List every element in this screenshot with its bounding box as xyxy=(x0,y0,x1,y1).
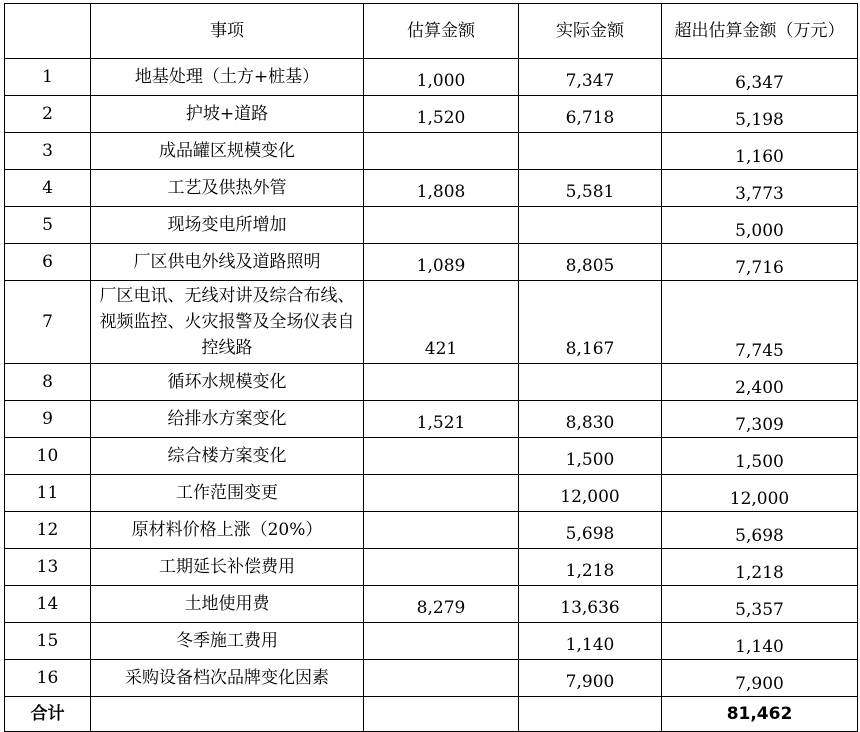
row-actual: 6,718 xyxy=(519,96,662,133)
row-item: 土地使用费 xyxy=(91,586,364,623)
row-item: 工期延长补偿费用 xyxy=(91,549,364,586)
row-over-estimate: 7,745 xyxy=(662,281,858,364)
table-row xyxy=(5,170,858,207)
row-over-estimate: 7,716 xyxy=(662,244,858,281)
table-row xyxy=(5,512,858,549)
row-over-estimate: 2,400 xyxy=(662,364,858,401)
table-row xyxy=(5,475,858,512)
row-over-estimate: 12,000 xyxy=(662,475,858,512)
row-item: 给排水方案变化 xyxy=(91,401,364,438)
total-label: 合计 xyxy=(5,697,91,732)
row-over-estimate: 1,140 xyxy=(662,623,858,660)
row-actual: 7,900 xyxy=(519,660,662,697)
row-item: 现场变电所增加 xyxy=(91,207,364,244)
table-body xyxy=(5,59,858,697)
row-index: 4 xyxy=(5,170,91,207)
total-actual xyxy=(519,697,662,732)
total-estimate xyxy=(364,697,519,732)
table-row xyxy=(5,281,858,364)
row-item: 循环水规模变化 xyxy=(91,364,364,401)
row-actual xyxy=(519,364,662,401)
row-estimate xyxy=(364,207,519,244)
row-index: 13 xyxy=(5,549,91,586)
row-estimate: 1,000 xyxy=(364,59,519,96)
row-actual xyxy=(519,133,662,170)
row-estimate xyxy=(364,475,519,512)
table-row xyxy=(5,586,858,623)
row-actual: 8,830 xyxy=(519,401,662,438)
row-estimate xyxy=(364,512,519,549)
row-over-estimate: 5,357 xyxy=(662,586,858,623)
table-row xyxy=(5,660,858,697)
table-row xyxy=(5,549,858,586)
row-item: 工作范围变更 xyxy=(91,475,364,512)
row-estimate: 1,089 xyxy=(364,244,519,281)
row-estimate: 1,521 xyxy=(364,401,519,438)
row-actual: 12,000 xyxy=(519,475,662,512)
row-actual xyxy=(519,207,662,244)
header-item: 事项 xyxy=(91,4,364,59)
row-over-estimate: 7,309 xyxy=(662,401,858,438)
row-index: 7 xyxy=(5,281,91,364)
header-estimate: 估算金额 xyxy=(364,4,519,59)
row-estimate xyxy=(364,364,519,401)
row-item: 成品罐区规模变化 xyxy=(91,133,364,170)
row-estimate xyxy=(364,623,519,660)
row-over-estimate: 6,347 xyxy=(662,59,858,96)
row-estimate: 8,279 xyxy=(364,586,519,623)
total-item xyxy=(91,697,364,732)
row-estimate: 421 xyxy=(364,281,519,364)
row-over-estimate: 3,773 xyxy=(662,170,858,207)
row-index: 11 xyxy=(5,475,91,512)
row-actual: 5,698 xyxy=(519,512,662,549)
row-actual: 1,500 xyxy=(519,438,662,475)
row-item: 厂区电讯、无线对讲及综合布线、视频监控、火灾报警及全场仪表自控线路 xyxy=(91,281,364,364)
row-actual: 13,636 xyxy=(519,586,662,623)
table-row xyxy=(5,364,858,401)
row-item: 地基处理（土方+桩基） xyxy=(91,59,364,96)
row-estimate xyxy=(364,438,519,475)
row-item: 冬季施工费用 xyxy=(91,623,364,660)
row-index: 6 xyxy=(5,244,91,281)
table-row xyxy=(5,207,858,244)
row-index: 1 xyxy=(5,59,91,96)
table-footer xyxy=(5,697,858,732)
row-index: 16 xyxy=(5,660,91,697)
row-over-estimate: 1,160 xyxy=(662,133,858,170)
row-index: 5 xyxy=(5,207,91,244)
row-estimate xyxy=(364,549,519,586)
row-actual: 8,805 xyxy=(519,244,662,281)
row-estimate: 1,520 xyxy=(364,96,519,133)
table-row xyxy=(5,438,858,475)
header-over-estimate: 超出估算金额（万元） xyxy=(662,4,858,59)
header-index xyxy=(5,4,91,59)
row-over-estimate: 1,218 xyxy=(662,549,858,586)
row-over-estimate: 1,500 xyxy=(662,438,858,475)
row-index: 9 xyxy=(5,401,91,438)
row-actual: 5,581 xyxy=(519,170,662,207)
total-over-estimate: 81,462 xyxy=(662,697,858,732)
row-estimate: 1,808 xyxy=(364,170,519,207)
row-item: 工艺及供热外管 xyxy=(91,170,364,207)
row-item: 原材料价格上涨（20%） xyxy=(91,512,364,549)
row-index: 8 xyxy=(5,364,91,401)
row-index: 12 xyxy=(5,512,91,549)
row-index: 14 xyxy=(5,586,91,623)
table-row xyxy=(5,133,858,170)
row-item: 综合楼方案变化 xyxy=(91,438,364,475)
table-row xyxy=(5,401,858,438)
table-row xyxy=(5,244,858,281)
row-actual: 1,140 xyxy=(519,623,662,660)
cost-overrun-table xyxy=(4,3,858,732)
row-estimate xyxy=(364,660,519,697)
row-actual: 8,167 xyxy=(519,281,662,364)
table-row xyxy=(5,59,858,96)
row-actual: 7,347 xyxy=(519,59,662,96)
row-index: 10 xyxy=(5,438,91,475)
table-row xyxy=(5,623,858,660)
header-actual: 实际金额 xyxy=(519,4,662,59)
row-item: 采购设备档次品牌变化因素 xyxy=(91,660,364,697)
row-over-estimate: 5,698 xyxy=(662,512,858,549)
table-row xyxy=(5,96,858,133)
row-item: 厂区供电外线及道路照明 xyxy=(91,244,364,281)
row-item: 护坡+道路 xyxy=(91,96,364,133)
row-actual: 1,218 xyxy=(519,549,662,586)
row-over-estimate: 5,000 xyxy=(662,207,858,244)
row-index: 3 xyxy=(5,133,91,170)
row-over-estimate: 5,198 xyxy=(662,96,858,133)
row-index: 15 xyxy=(5,623,91,660)
row-index: 2 xyxy=(5,96,91,133)
table-header xyxy=(5,4,858,59)
row-over-estimate: 7,900 xyxy=(662,660,858,697)
row-estimate xyxy=(364,133,519,170)
